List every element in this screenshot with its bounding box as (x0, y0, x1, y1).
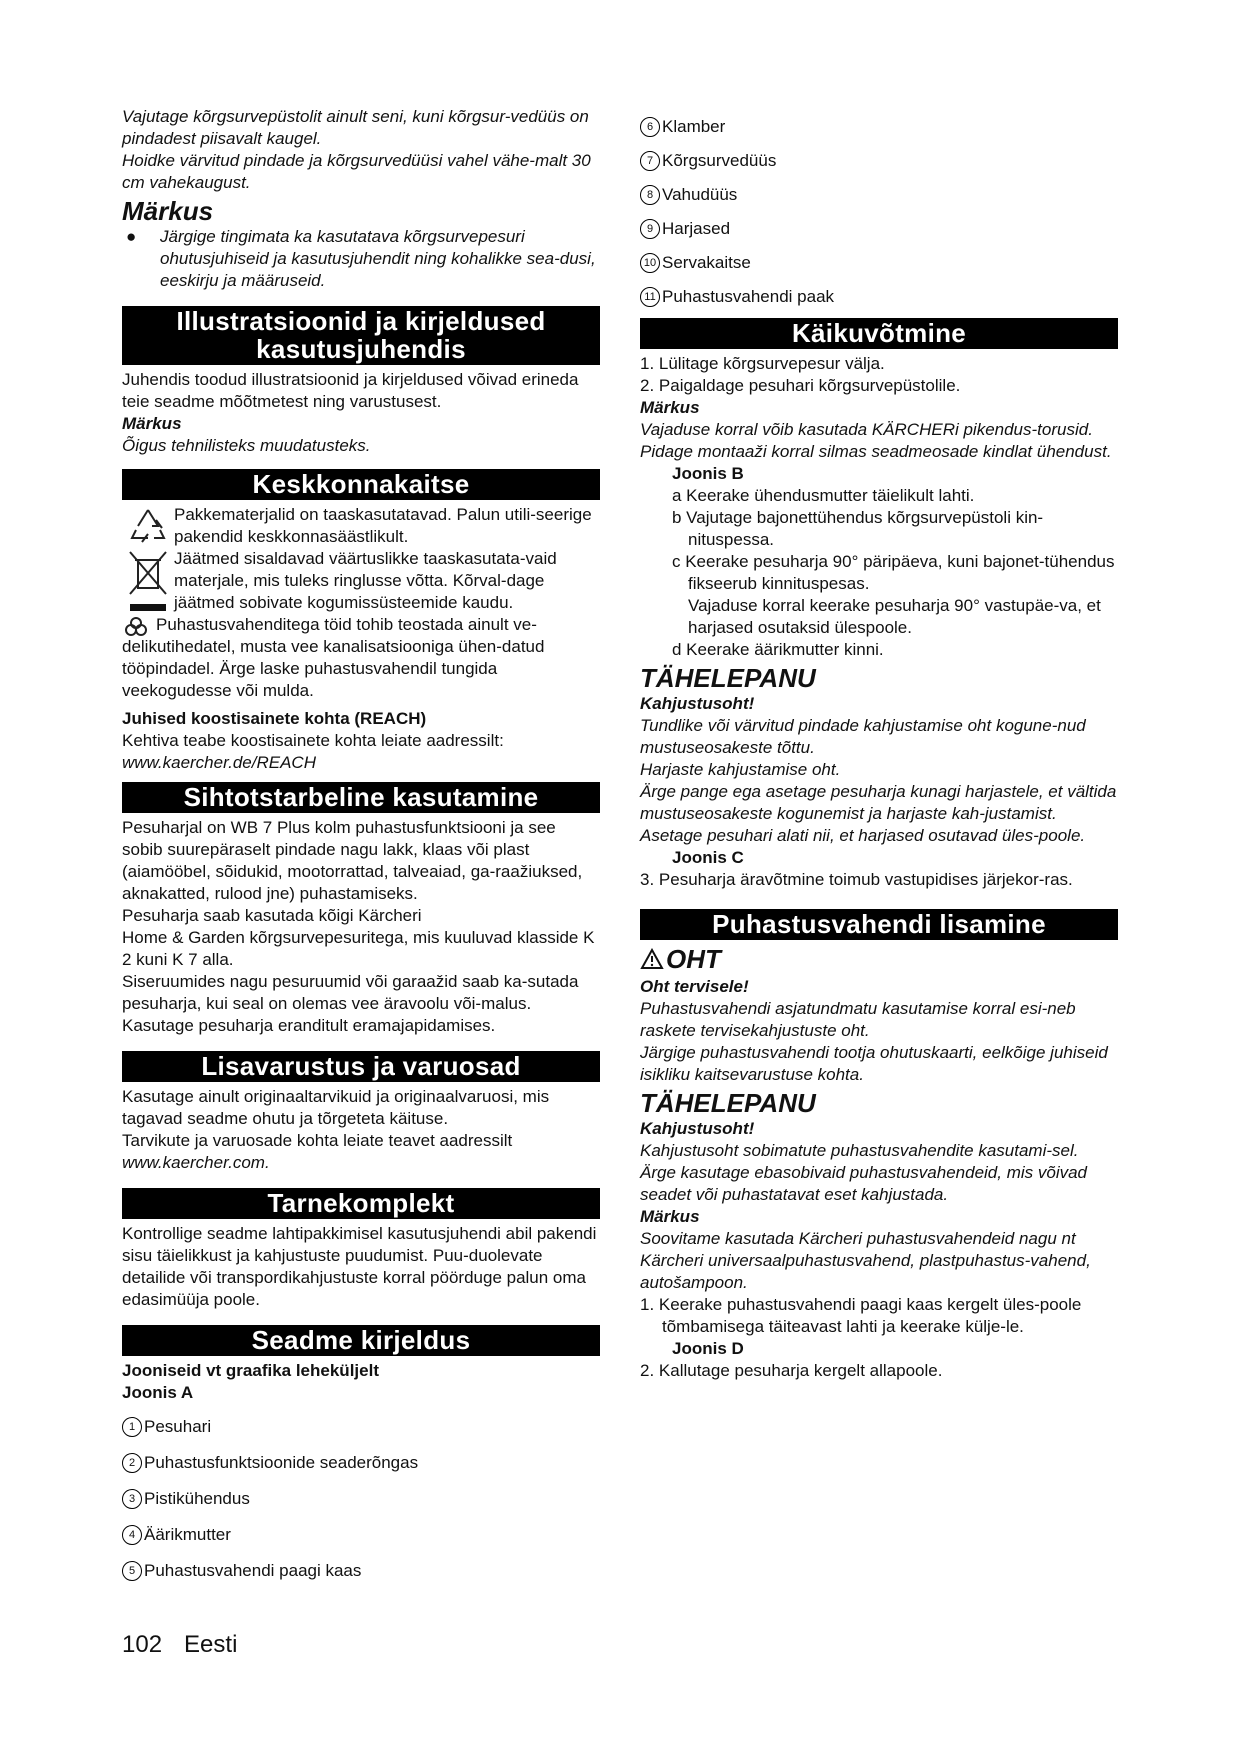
detergent-note-text: Soovitame kasutada Kärcheri puhastusvahendeid nagu nt Kärcheri universaalpuhastusvahend, plastpuhastus-vahend, autošampoon. (640, 1229, 1091, 1292)
purpose-text-3: Home & Garden kõrgsurvepesuritega, mis kuuluvad klasside K 2 kuni K 7 alla. (122, 928, 595, 969)
startup-note-1: Vajaduse korral võib kasutada KÄRCHERi pikendus-torusid. (640, 420, 1093, 439)
part-item (640, 150, 1118, 172)
substep-b: b Vajutage bajonettühendus kõrgsurvepüstoli kin-nituspessa. (672, 508, 1044, 549)
detergent-step-2: 2. Kallutage pesuharja kergelt allapoole. (640, 1361, 943, 1380)
part-number-badge: 3 (122, 1489, 142, 1509)
scope-text: Kontrollige seadme lahtipakkimisel kasutusjuhendi abil pakendi sisu täielikkust ja kahjustuste puudumist. Puu-duolevate detailide või transpordikahjustuste korral pöörduge palun oma edasimüüja poole. (122, 1224, 597, 1309)
danger-text-2: Järgige puhastusvahendi tootja ohutuskaarti, eelkõige juhiseid isikliku kaitsevarustuse kohta. (640, 1043, 1108, 1084)
parts-list-left (122, 1416, 600, 1582)
part-label: Servakaitse (662, 253, 751, 272)
substep-d: d Keerake äärikmutter kinni. (672, 640, 884, 659)
figure-b-label: Joonis B (672, 464, 744, 483)
parts-list-right (640, 116, 1118, 308)
attention-text-2: Harjaste kahjustamise oht. (640, 760, 841, 779)
part-item (640, 116, 1118, 138)
purpose-text-5: Kasutage pesuharja eranditult eramajapidamises. (122, 1016, 496, 1035)
part-item (122, 1560, 600, 1582)
part-number-badge: 4 (122, 1525, 142, 1545)
part-item (640, 218, 1118, 240)
warning-triangle-icon (640, 946, 664, 976)
note-bullet-text: Järgige tingimata ka kasutatava kõrgsurvepesuri ohutusjuhiseid ja kasutusjuhendit ning kohalikke sea-dusi, eeskirju ja määruseid. (160, 227, 596, 290)
detergent-step-1: 1. Keerake puhastusvahendi paagi kaas kergelt üles-poole tõmbamisega täiteavast lahti ja keerake külje-le. (640, 1295, 1082, 1336)
detergent-note-label: Märkus (640, 1207, 700, 1226)
substep-c-note: Vajaduse korral keerake pesuharja 90° vastupäe-va, et harjased osutaksid ülespoole. (688, 596, 1101, 637)
part-label: Puhastusvahendi paagi kaas (144, 1561, 362, 1580)
note-heading: Märkus (122, 196, 214, 226)
startup-step-3: 3. Pesuharja äravõtmine toimub vastupidises järjekor-ras. (640, 870, 1073, 889)
figure-c-label: Joonis C (672, 848, 744, 867)
purpose-text-4: Siseruumides nagu pesuruumid või garaažid saab ka-sutada pesuharja, kui seal on olemas vee äravoolu või-malus. (122, 972, 579, 1013)
reach-url: www.kaercher.de/REACH (122, 753, 316, 772)
substep-c: c Keerake pesuharja 90° päripäeva, kuni bajonet-tühendus fikseerub kinnituspesas. (672, 552, 1115, 593)
attention-text-4: Asetage pesuhari alati nii, et harjased osutavad üles-poole. (640, 826, 1086, 845)
section-heading-environment: Keskkonnakaitse (122, 469, 600, 500)
part-item (122, 1524, 600, 1546)
part-number-badge: 1 (122, 1417, 142, 1437)
part-number-badge: 6 (640, 117, 660, 137)
left-column (122, 106, 600, 1596)
part-label: Pistikühendus (144, 1489, 250, 1508)
reach-text: Kehtiva teabe koostisainete kohta leiate aadressilt: (122, 731, 504, 750)
page-number: 102 (122, 1631, 163, 1658)
env-text-3: Puhastusvahenditega töid tohib teostada ainult ve-delikutihedatel, musta vee kanalisatsiooniga ühen-datud tööpindadel. Ärge laske puhastusvahendil tungida veekogudesse või mulda. (122, 615, 545, 700)
intro-paragraph-2: Hoidke värvitud pindade ja kõrgsurvedüüsi vahel vähe-malt 30 cm vahekaugust. (122, 151, 591, 192)
section-heading-scope-of-delivery: Tarnekomplekt (122, 1188, 600, 1219)
attention-text-3: Ärge pange ega asetage pesuharja kunagi harjastele, et vältida mustuseosakeste kogunemist ja harjaste kah-justamist. (640, 782, 1117, 823)
section-heading-accessories: Lisavarustus ja varuosad (122, 1051, 600, 1082)
part-number-badge: 10 (640, 253, 660, 273)
part-label: Kõrgsurvedüüs (662, 151, 777, 170)
reach-title: Juhised koostisainete kohta (REACH) (122, 709, 427, 728)
part-label: Puhastusfunktsioonide seaderõngas (144, 1453, 419, 1472)
part-label: Puhastusvahendi paak (662, 287, 835, 306)
accessories-text-1: Kasutage ainult originaaltarvikuid ja originaalvaruosi, mis tagavad seadme ohutu ja tõrgeteta käituse. (122, 1087, 550, 1128)
part-item (640, 252, 1118, 274)
danger-subheading: Oht tervisele! (640, 977, 749, 996)
figure-d-label: Joonis D (672, 1339, 744, 1358)
part-label: Pesuhari (144, 1417, 212, 1436)
part-number-badge: 7 (640, 151, 660, 171)
recycling-icon (122, 504, 174, 546)
note-bullet (122, 226, 600, 292)
env-weee-row (122, 548, 600, 614)
env-detergent-block (122, 614, 600, 702)
part-label: Vahudüüs (662, 185, 738, 204)
bullet-dot-icon: ● (126, 227, 137, 246)
part-label: Äärikmutter (144, 1525, 231, 1544)
startup-step-2: 2. Paigaldage pesuhari kõrgsurvepüstolile. (640, 376, 961, 395)
section-heading-intended-use: Sihtotstarbeline kasutamine (122, 782, 600, 813)
crossed-bin-icon (122, 548, 174, 614)
substep-a: a Keerake ühendusmutter täielikult lahti. (672, 486, 975, 505)
part-item (122, 1452, 600, 1474)
part-number-badge: 8 (640, 185, 660, 205)
attention2-text-1: Kahjustusoht sobimatute puhastusvahendite kasutami-sel. (640, 1141, 1079, 1160)
startup-note-2: Pidage montaaži korral silmas seadmeosade kindlat ühendust. (640, 442, 1112, 461)
accessories-text-2: Tarvikute ja varuosade kohta leiate teavet aadressilt (122, 1131, 513, 1150)
right-column (640, 116, 1118, 1382)
part-item (640, 184, 1118, 206)
attention-text-1: Tundlike või värvitud pindade kahjustamise oht kogune-nud mustuseosakeste tõttu. (640, 716, 1086, 757)
env-recycle-row (122, 504, 600, 548)
purpose-text-1: Pesuharjal on WB 7 Plus kolm puhastusfunktsiooni ja see sobib suurepäraselt pindade nagu lakk, klaas või plast (aiamööbel, sõidukid, mootorrattad, talveaiad, ga-raažiuksed, aknakatted, rulood jne) puhastamiseks. (122, 818, 583, 903)
illustrations-note-text: Õigus tehnilisteks muudatusteks. (122, 436, 371, 455)
attention-subheading: Kahjustusoht! (640, 694, 755, 713)
illustrations-note-label: Märkus (122, 414, 182, 433)
startup-note-label: Märkus (640, 398, 700, 417)
part-label: Klamber (662, 117, 726, 136)
page-footer (122, 1631, 259, 1658)
env-text-2: Jäätmed sisaldavad väärtuslikke taaskasutata-vaid materjale, mis tuleks ringlusse võtta. Kõrval-dage jäätmed sobivate kogumissüsteemide kaudu. (174, 549, 557, 612)
section-heading-device-description: Seadme kirjeldus (122, 1325, 600, 1356)
attention-heading: TÄHELEPANU (640, 663, 816, 693)
env-text-1: Pakkematerjalid on taaskasutatavad. Palun utili-seerige pakendid keskkonnasäästlikult. (174, 505, 592, 546)
part-number-badge: 5 (122, 1561, 142, 1581)
attention-heading-2: TÄHELEPANU (640, 1088, 816, 1118)
footer-language: Eesti (184, 1631, 238, 1658)
accessories-url: www.kaercher.com. (122, 1153, 270, 1172)
part-number-badge: 11 (640, 287, 660, 307)
attention-subheading-2: Kahjustusoht! (640, 1119, 755, 1138)
illustrations-text: Juhendis toodud illustratsioonid ja kirjeldused võivad erineda teie seadme mõõtmetest ning varustusest. (122, 370, 579, 411)
figure-reference: Jooniseid vt graafika leheküljelt (122, 1361, 379, 1380)
part-item (122, 1416, 600, 1438)
section-heading-add-detergent: Puhastusvahendi lisamine (640, 909, 1118, 940)
intro-paragraph-1: Vajutage kõrgsurvepüstolit ainult seni, kuni kõrgsur-vedüüs on pindadest piisavalt kaugel. (122, 107, 589, 148)
part-number-badge: 9 (640, 219, 660, 239)
section-heading-illustrations: Illustratsioonid ja kirjeldused kasutusjuhendis (122, 306, 600, 365)
startup-step-1: 1. Lülitage kõrgsurvepesur välja. (640, 354, 885, 373)
part-item (640, 286, 1118, 308)
purpose-text-2: Pesuharja saab kasutada kõigi Kärcheri (122, 906, 422, 925)
danger-text-1: Puhastusvahendi asjatundmatu kasutamise korral esi-neb raskete tervisekahjustuste oht. (640, 999, 1076, 1040)
figure-a-label: Joonis A (122, 1383, 194, 1402)
attention2-text-2: Ärge kasutage ebasobivaid puhastusvahendeid, mis võivad seadet või puhastatavat eset kahjustada. (640, 1163, 1088, 1204)
detergent-drop-icon (124, 615, 148, 645)
part-label: Harjased (662, 219, 731, 238)
section-heading-startup: Käikuvõtmine (640, 318, 1118, 349)
part-item (122, 1488, 600, 1510)
danger-heading (640, 944, 1118, 976)
part-number-badge: 2 (122, 1453, 142, 1473)
danger-heading-text: OHT (666, 944, 721, 974)
